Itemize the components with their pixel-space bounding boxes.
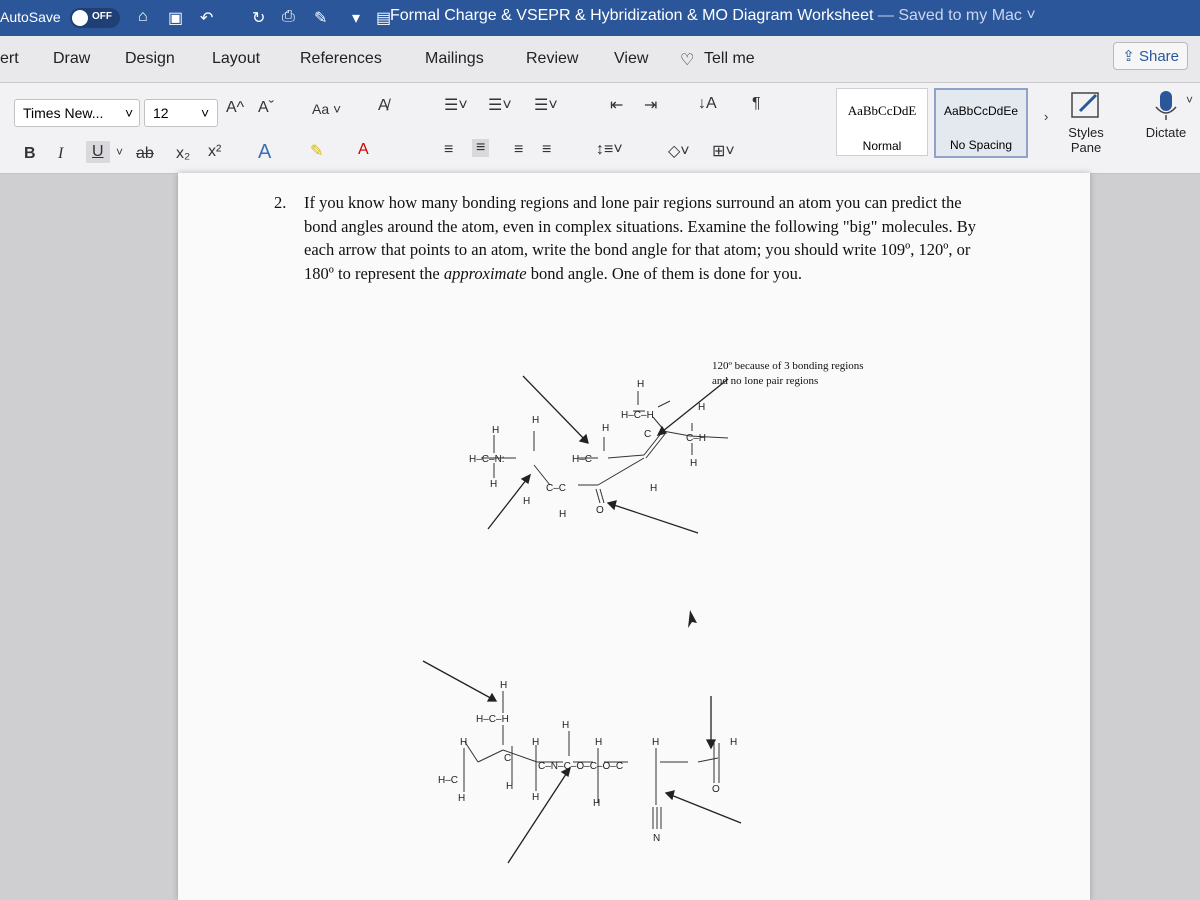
svg-text:H: H — [492, 425, 500, 436]
pilcrow-icon[interactable]: ¶ — [752, 95, 761, 112]
svg-text:H: H — [506, 781, 514, 792]
align-left-icon[interactable]: ≡ — [444, 141, 454, 158]
style-no-spacing[interactable] — [934, 88, 1028, 158]
svg-text:C: C — [504, 753, 512, 764]
share-button[interactable] — [1113, 42, 1188, 70]
styles-pane-icon — [1056, 87, 1116, 121]
clear-formatting-icon[interactable]: A̸ — [378, 97, 389, 114]
svg-text:O: O — [712, 784, 720, 795]
svg-text:C–C: C–C — [546, 483, 567, 494]
svg-text:H: H — [602, 423, 610, 434]
molecule-1-structure — [481, 391, 728, 503]
svg-text:H–C–N:: H–C–N: — [469, 454, 505, 465]
svg-text:H: H — [562, 720, 570, 731]
svg-text:H: H — [730, 737, 738, 748]
bold-icon[interactable]: B — [24, 145, 36, 162]
grow-font-icon[interactable]: A^ — [226, 99, 245, 116]
font-color-icon[interactable]: A — [358, 141, 369, 158]
svg-text:H: H — [637, 379, 645, 390]
change-case-button[interactable]: Aa ˅ — [312, 101, 342, 117]
redo-icon[interactable]: ↻ — [252, 10, 266, 27]
multilevel-list-icon[interactable]: ☰˅ — [534, 97, 558, 114]
save-status: — Saved to my Mac ˅ — [877, 7, 1036, 24]
style-name: No Spacing — [949, 138, 1013, 152]
tab-references[interactable]: References — [300, 50, 382, 67]
svg-text:H: H — [458, 793, 466, 804]
style-preview: AaBbCcDdE — [847, 103, 917, 118]
svg-text:H: H — [523, 496, 531, 507]
toggle-knob — [72, 10, 88, 26]
example-answer-note: 120º because of 3 bonding regions and no lone pair regions — [712, 360, 864, 387]
justify-icon[interactable]: ≡ — [542, 141, 552, 158]
svg-text:H: H — [652, 737, 660, 748]
ribbon-tabs — [0, 36, 1200, 83]
question-emphasis: approximate — [443, 263, 527, 283]
chevron-down-icon[interactable]: ˅ — [116, 145, 124, 159]
align-right-icon[interactable]: ≡ — [514, 141, 524, 158]
molecule-1-atoms — [469, 379, 706, 520]
tab-tell-me[interactable]: Tell me — [704, 50, 755, 67]
autosave-toggle[interactable] — [70, 8, 120, 28]
numbering-icon[interactable]: ☰˅ — [488, 97, 512, 114]
style-preview: AaBbCcDdEe — [943, 104, 1019, 118]
svg-text:H–C: H–C — [438, 775, 459, 786]
cursor-icon — [688, 610, 697, 628]
svg-text:H: H — [532, 415, 540, 426]
tab-review[interactable]: Review — [526, 50, 579, 67]
tab-draw[interactable]: Draw — [53, 50, 91, 67]
dictate-label: Dictate — [1145, 125, 1187, 140]
tab-layout[interactable]: Layout — [212, 50, 261, 67]
molecule-2-structure — [464, 691, 719, 829]
tab-mailings[interactable]: Mailings — [425, 50, 484, 67]
superscript-icon[interactable]: x² — [208, 143, 222, 160]
font-size-select[interactable] — [144, 99, 218, 127]
styles-pane-button[interactable] — [1056, 83, 1116, 155]
ribbon-expand-icon[interactable]: ˅ — [1186, 93, 1194, 107]
highlight-icon[interactable]: ✎ — [310, 143, 324, 160]
svg-text:H: H — [500, 680, 508, 691]
borders-icon[interactable]: ⊞˅ — [712, 143, 735, 160]
question-text-end: bond angle. One of them is done for you. — [526, 263, 803, 283]
shading-icon[interactable]: ◇˅ — [668, 143, 690, 160]
molecule-diagrams — [178, 173, 1090, 900]
align-center-icon[interactable]: ≡ — [472, 139, 489, 157]
autosave-label: AutoSave — [0, 9, 61, 25]
svg-text:H: H — [559, 509, 567, 520]
svg-text:H–C–H: H–C–H — [476, 714, 509, 725]
decrease-indent-icon[interactable]: ⇤ — [610, 97, 624, 114]
change-case-label: Aa — [312, 101, 330, 117]
svg-text:H: H — [650, 483, 658, 494]
bullets-icon[interactable]: ☰˅ — [444, 97, 468, 114]
customize-toolbar-icon[interactable]: ▾ — [352, 10, 361, 27]
share-label: Share — [1138, 48, 1179, 65]
question-text: If you know how many bonding regions and lone pair regions surround an atom you can predict the bond angles around the atom, even in complex situations. Examine the following "big" molecules. By each arrow that points to an atom, write the bond angle for that atom; you should write 109º, 120º, or 180º to represent the — [304, 193, 976, 283]
home-ribbon — [0, 83, 1200, 174]
sort-icon[interactable]: ↓A — [698, 95, 717, 112]
share-icon: ⇪ — [1122, 48, 1139, 65]
svg-text:H: H — [460, 737, 468, 748]
svg-text:C: C — [644, 429, 652, 440]
doc-title-text: Formal Charge & VSEPR & Hybridization & MO Diagram Worksheet — [390, 7, 874, 24]
question-number: 2. — [274, 193, 287, 212]
font-name-select[interactable] — [14, 99, 140, 127]
svg-text:H: H — [532, 792, 540, 803]
word-doc-icon: ▤ — [376, 10, 392, 27]
svg-text:O: O — [596, 505, 604, 516]
chevron-down-icon: ˅ — [125, 105, 134, 121]
strikethrough-icon[interactable]: ab — [136, 145, 154, 162]
style-name: Normal — [862, 139, 902, 153]
dictate-button[interactable] — [1136, 83, 1196, 140]
svg-text:H: H — [490, 479, 498, 490]
svg-text:N: N — [653, 833, 661, 844]
chevron-down-icon: ˅ — [201, 105, 210, 121]
svg-text:C–N–C–O–C–O–C: C–N–C–O–C–O–C — [538, 761, 624, 772]
tab-view[interactable]: View — [614, 50, 649, 67]
tell-me-icon[interactable]: ♡ — [680, 52, 695, 69]
font-size-value: 12 — [153, 105, 169, 121]
style-normal[interactable] — [836, 88, 928, 156]
document-page[interactable] — [178, 173, 1090, 900]
styles-pane-label: Styles Pane — [1068, 125, 1104, 155]
home-icon[interactable]: ⌂ — [138, 8, 148, 25]
text-effects-icon[interactable]: A — [258, 141, 272, 163]
svg-text:H: H — [595, 737, 603, 748]
svg-text:C–H: C–H — [686, 433, 707, 444]
font-name-value: Times New... — [23, 105, 104, 121]
svg-text:H–C: H–C — [572, 454, 593, 465]
molecule-2-atoms — [438, 680, 737, 844]
save-icon[interactable]: ▣ — [168, 10, 184, 27]
edit-icon[interactable]: ✎ — [314, 10, 328, 27]
svg-text:H: H — [698, 402, 706, 413]
svg-text:H–C–H: H–C–H — [621, 410, 654, 421]
underline-icon[interactable]: U — [86, 141, 110, 163]
autosave-state: OFF — [92, 11, 112, 22]
title-bar — [0, 0, 1200, 36]
italic-icon[interactable]: I — [58, 145, 64, 162]
tab-insert[interactable]: ert — [0, 50, 19, 67]
print-icon[interactable]: ⎙ — [282, 8, 295, 25]
document-title — [390, 7, 1036, 25]
increase-indent-icon[interactable]: ⇥ — [644, 97, 658, 114]
line-spacing-icon[interactable]: ↕≡˅ — [596, 141, 623, 158]
shrink-font-icon[interactable]: Aˇ — [258, 99, 274, 116]
svg-text:H: H — [593, 798, 601, 809]
subscript-icon[interactable]: x₂ — [176, 145, 191, 162]
chevron-right-icon[interactable]: › — [1044, 109, 1049, 124]
tab-design[interactable]: Design — [125, 50, 175, 67]
svg-text:H: H — [532, 737, 540, 748]
undo-icon[interactable]: ↶ — [200, 10, 214, 27]
svg-text:H: H — [690, 458, 698, 469]
